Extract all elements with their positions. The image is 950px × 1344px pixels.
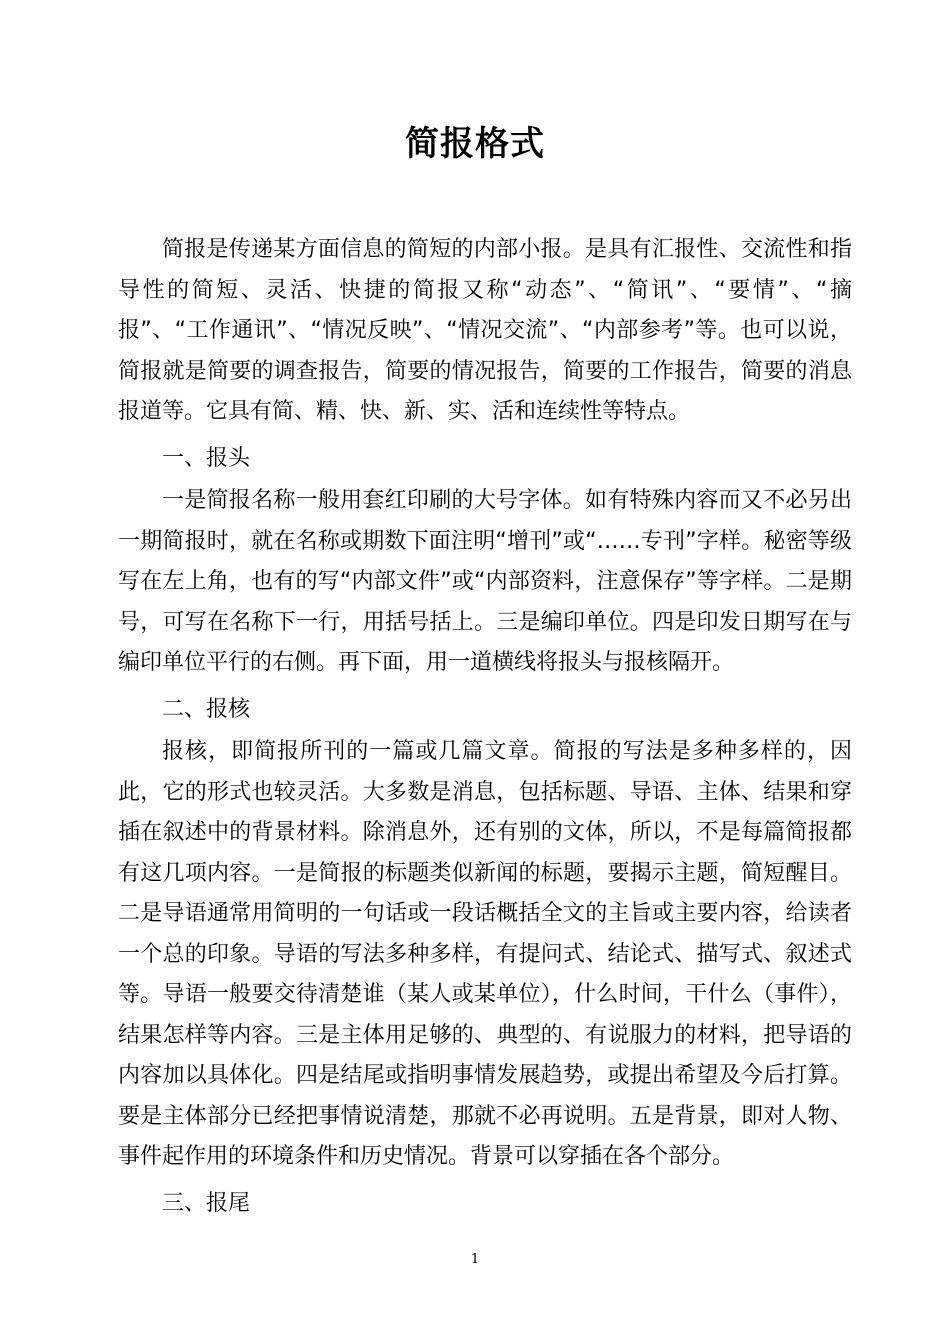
intro-paragraph: 简报是传递某方面信息的简短的内部小报。是具有汇报性、交流性和指导性的简短、灵活、快捷的简报又称“动态”、“简讯”、“要情”、“摘报”、“工作通讯”、“情况反映”、“情况交流”、“内部参考”等。也可以说，简报就是简要的调查报告，简要的情况报告，简要的工作报告，简要的消息报道等。它具有简、精、快、新、实、活和连续性等特点。 [118, 237, 852, 424]
page-number: 1 [470, 1252, 480, 1267]
document-title: 简报格式 [405, 124, 545, 164]
document-body [118, 230, 852, 1226]
section-heading-baotou: 一、报头 [162, 445, 251, 471]
baohe-paragraph: 报核，即简报所刊的一篇或几篇文章。简报的写法是多种多样的，因此，它的形式也较灵活。大多数是消息，包括标题、导语、主体、结果和穿插在叙述中的背景材料。除消息外，还有别的文体，所以，不是每篇简报都有这几项内容。一是简报的标题类似新闻的标题，要揭示主题，简短醒目。二是导语通常用简明的一句话或一段话概括全文的主旨或主要内容，给读者一个总的印象。导语的写法多种多样，有提问式、结论式、描写式、叙述式等。导语一般要交待清楚谁（某人或某单位），什么时间，干什么（事件），结果怎样等内容。三是主体用足够的、典型的、有说服力的材料，把导语的内容加以具体化。四是结尾或指明事情发展趋势，或提出希望及今后打算。要是主体部分已经把事情说清楚，那就不必再说明。五是背景，即对人物、事件起作用的环境条件和历史情况。背景可以穿插在各个部分。 [118, 739, 852, 1169]
section-heading-baohe: 二、报核 [162, 696, 251, 722]
baotou-paragraph: 一是简报名称一般用套红印刷的大号字体。如有特殊内容而又不必另出一期简报时，就在名称或期数下面注明“增刊”或“……专刊”字样。秘密等级写在左上角，也有的写“内部文件”或“内部资料，注意保存”等字样。二是期号，可写在名称下一行，用括号括上。三是编印单位。四是印发日期写在与编印单位平行的右侧。再下面，用一道横线将报头与报核隔开。 [118, 488, 852, 675]
section-heading-baowei: 三、报尾 [162, 1190, 251, 1216]
